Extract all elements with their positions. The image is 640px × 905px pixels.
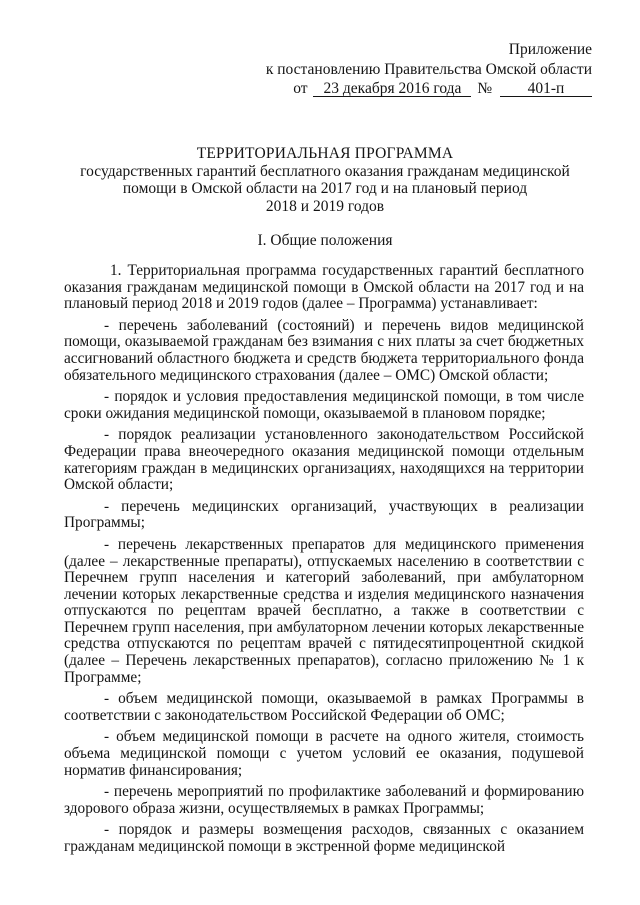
from-label: от: [293, 80, 308, 97]
paragraph: - порядок и условия предоставления медицинской помощи, в том числе сроки ожидания медицинской помощи, оказываемой в плановом порядке;: [64, 388, 584, 422]
paragraph: - порядок и размеры возмещения расходов, связанных с оказанием гражданам медицинской помощи в экстренной форме медицинской: [64, 821, 584, 855]
paragraph: - объем медицинской помощи, оказываемой в рамках Программы в соответствии с законодательством Российской Федерации об ОМС;: [64, 690, 584, 724]
title-main: ТЕРРИТОРИАЛЬНАЯ ПРОГРАММА: [196, 145, 454, 162]
resolution-date: 23 декабря 2016 года: [313, 81, 471, 97]
appendix-label: Приложение: [508, 41, 592, 58]
paragraph: - порядок реализации установленного законодательством Российской Федерации права внеочередного оказания медицинской помощи отдельным категориям граждан в медицинских организациях, находящихся на территории Омской области;: [64, 426, 584, 494]
appendix-header: [266, 40, 592, 99]
paragraph: - перечень заболеваний (состояний) и перечень видов медицинской помощи, оказываемой гражданам без взимания с них платы за счет бюджетных ассигнований областного бюджета и средств бюджета территориального фонда обязательного медицинского страхования (далее – ОМС) Омской области;: [64, 316, 584, 384]
number-label: №: [477, 80, 493, 97]
date-number-line: [266, 79, 592, 99]
resolution-number: 401-п: [500, 81, 592, 97]
paragraph: - перечень лекарственных препаратов для медицинского применения (далее – лекарственные препараты), отпускаемых населению в соответствии с Перечнем групп населения и категорий заболеваний, при амбулаторном лечении которых лекарственные средства и изделия медицинского назначения отпускаются по рецептам врачей бесплатно, а также в соответствии с Перечнем групп населения, при амбулаторном лечении которых лекарственные средства отпускаются по рецептам врачей с пятидесятипроцентной скидкой (далее – Перечень лекарственных препаратов), согласно приложению № 1 к Программе;: [64, 535, 584, 686]
document-title: [60, 145, 590, 215]
section-title: I. Общие положения: [257, 232, 393, 249]
body-text: [64, 263, 584, 861]
title-line-2: помощи в Омской области на 2017 год и на плановый период: [122, 180, 528, 197]
paragraph: - перечень медицинских организаций, участвующих в реализации Программы;: [64, 497, 584, 532]
resolution-line: к постановлению Правительства Омской области: [265, 60, 592, 78]
paragraph: - объем медицинской помощи в расчете на одного жителя, стоимость объема медицинской помощи с учетом условий ее оказания, подушевой норматив финансирования;: [64, 728, 584, 779]
title-line-1: государственных гарантий бесплатного оказания гражданам медицинской: [80, 162, 570, 180]
paragraph: - перечень мероприятий по профилактике заболеваний и формированию здорового образа жизни, осуществляемых в рамках Программы;: [64, 783, 584, 817]
title-line-3: 2018 и 2019 годов: [265, 197, 385, 215]
paragraph: 1. Территориальная программа государственных гарантий бесплатного оказания гражданам медицинской помощи в Омской области на 2017 год и на плановый период 2018 и 2019 годов (далее – Программа) устанавливает:: [64, 262, 584, 313]
